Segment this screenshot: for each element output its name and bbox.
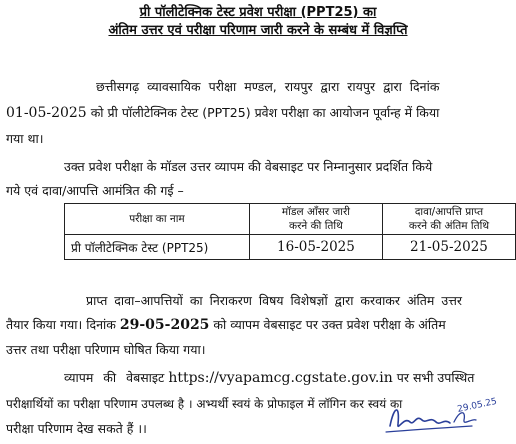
cell-last-date: 21-05-2025	[382, 235, 515, 260]
para1-line3: गया था।	[6, 131, 44, 146]
notice-title-line2: अंतिम उत्तर एवं परीक्षा परिणाम जारी करने के सम्बंध में विज्ञप्ति	[108, 23, 408, 38]
para3-line1: प्राप्त दावा–आपत्तियों का निराकरण विषय विशेषज्ञों द्वारा करवाकर अंतिम उत्तर	[86, 293, 462, 308]
para1-line2-text: को प्री पॉलीटेक्निक टेस्ट (PPT25) प्रवेश परीक्षा का आयोजन पूर्वान्ह में किया	[90, 105, 440, 120]
para2-line1: उक्त प्रवेश परीक्षा के मॉडल उत्तर व्यापम की वेबसाइट पर निम्नानुसार प्रदर्शित किये	[64, 159, 433, 174]
para1-line1: छत्तीसगढ़ व्यावसायिक परीक्षा मण्डल, रायपुर द्वारा रायपुर द्वारा दिनांक	[96, 79, 440, 94]
result-date: 29-05-2025	[119, 317, 210, 333]
signature-image	[380, 396, 508, 442]
notice-title-line1: प्री पॉलीटेक्निक टेस्ट प्रवेश परीक्षा (PPT25) का	[139, 5, 377, 20]
header-claim-last-date: दावा/आपत्ति प्राप्त करने की अंतिम तिथि	[382, 204, 515, 235]
para3-line2: तैयार किया गया। दिनांक 29-05-2025 को व्यापम वेबसाइट पर उक्त प्रवेश परीक्षा के अंतिम	[6, 317, 446, 333]
table-row	[65, 235, 516, 260]
start-date: 01-05-2025	[6, 105, 87, 121]
para2-line2: गये एवं दावा/आपत्ति आमंत्रित की गई –	[6, 183, 184, 198]
signature-date: 29.05.25	[456, 396, 498, 415]
website-link[interactable]: https://vyapamcg.cgstate.gov.in	[168, 370, 393, 386]
header-exam-name: परीक्षा का नाम	[65, 204, 250, 235]
schedule-table	[64, 203, 516, 260]
para4-line2: परीक्षार्थियों का परीक्षा परिणाम उपलब्ध है । अभ्यर्थी स्वयं के प्रोफाइल में लॉगिन कर स्वयं का	[6, 397, 403, 411]
cell-model-date: 16-05-2025	[249, 235, 382, 260]
para4-line3: परीक्षा परिणाम देख सकते हैं ।।	[6, 421, 147, 436]
cell-exam-name: प्री पॉलीटेक्निक टेस्ट (PPT25)	[65, 235, 250, 260]
header-model-answer-date: मॉडल आँसर जारी करने की तिथि	[249, 204, 382, 235]
para4-line1: व्यापम की वेबसाइट https://vyapamcg.cgstate.gov.in पर सभी उपस्थित	[64, 370, 475, 386]
para3-line3: उत्तर तथा परीक्षा परिणाम घोषित किया गया।	[6, 342, 206, 357]
table-header-row	[65, 204, 516, 235]
para1-line2	[6, 104, 439, 121]
